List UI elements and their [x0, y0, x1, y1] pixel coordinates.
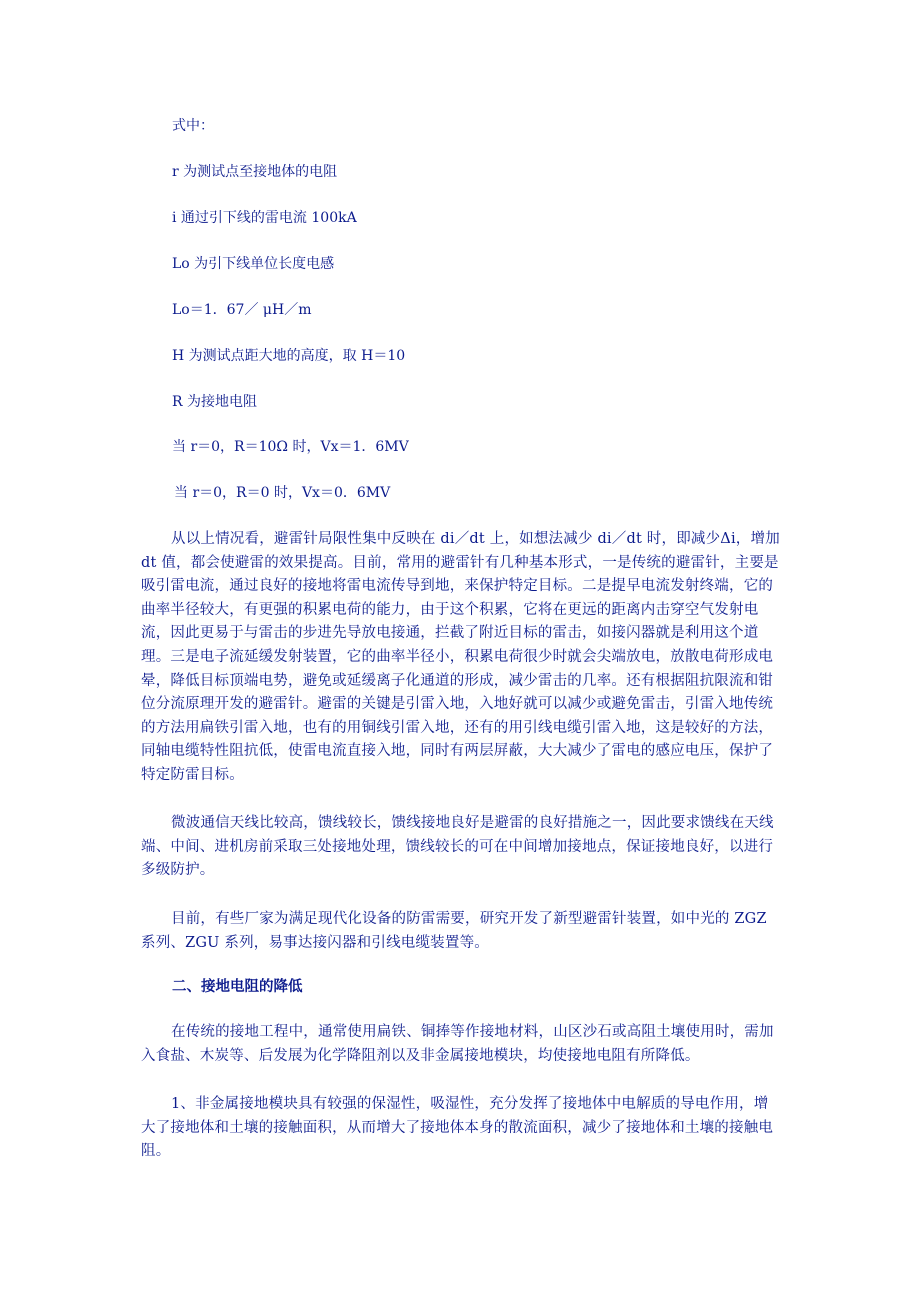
case-r0: 当 r＝0，R＝0 时，Vx＝0．6MV	[174, 485, 391, 501]
definition-lo: Lo 为引下线单位长度电感	[172, 256, 335, 272]
paragraph-nonmetal-module: 1、非金属接地模块具有较强的保湿性，吸湿性，充分发挥了接地体中电解质的导电作用，增大了接地体和土壤的接触面积，从而增大了接地体本身的散流面积，减少了接地体和土壤的接触电阻。	[141, 1096, 774, 1160]
paragraph-grounding-materials: 在传统的接地工程中，通常使用扁铁、铜捧等作接地材料，山区沙石或高阻土壤使用时，需加入食盐、木炭等、后发展为化学降阻剂以及非金属接地模块，均使接地电阻有所降低。	[141, 1024, 774, 1064]
formula-intro: 式中：	[172, 118, 214, 134]
definition-ground-r: R 为接地电阻	[172, 394, 257, 410]
paragraph-new-devices: 目前，有些厂家为满足现代化设备的防雷需要，研究开发了新型避雷针装置，如中光的 ZGZ 系列、ZGU 系列，易事达接闪器和引线电缆装置等。	[141, 911, 767, 951]
case-r10: 当 r＝0，R＝10Ω 时，Vx＝1．6MV	[172, 439, 409, 455]
definition-h: H 为测试点距大地的高度，取 H＝10	[172, 348, 406, 364]
paragraph-lightning-rod: 从以上情况看，避雷针局限性集中反映在 di／dt 上，如想法减少 di／dt 时，即减少Δi，增加 dt 值，都会使避雷的效果提高。目前，常用的避雷针有几种基本形式，一是传统的避雷针，主要是吸引雷电流，通过良好的接地将雷电流传导到地，来保护特定目标。二是提早电流发射终端，它的曲率半径较大，有更强的积累电荷的能力，由于这个积累，它将在更远的距离内击穿空气发射电流，因此更易于与雷击的步进先导放电接通，拦截了附近目标的雷击，如接闪器就是利用这个道理。三是电子流延缓发射装置，它的曲率半径小，积累电荷很少时就会尖端放电，放散电荷形成电晕，降低目标顶端电势，避免或延缓离子化通道的形成，减少雷击的几率。还有根据阻抗限流和钳位分流原理开发的避雷针。避雷的关键是引雷入地，入地好就可以减少或避免雷击，引雷入地传统的方法用扁铁引雷入地，也有的用铜线引雷入地，还有的用引线电缆引雷入地，这是较好的方法，同轴电缆特性阻抗低，使雷电流直接入地，同时有两层屏蔽，大大减少了雷电的感应电压，保护了特定防雷目标。	[141, 531, 780, 783]
lo-value: Lo＝1．67／ μH／m	[172, 302, 312, 318]
paragraph-microwave-feeder: 微波通信天线比较高，馈线较长，馈线接地良好是避雷的良好措施之一，因此要求馈线在天线端、中间、进机房前采取三处接地处理，馈线较长的可在中间增加接地点，保证接地良好，以进行多级防护。	[141, 815, 774, 879]
definition-i: i 通过引下线的雷电流 100kA	[172, 210, 357, 226]
definition-r: r 为测试点至接地体的电阻	[172, 164, 338, 180]
section-heading: 二、接地电阻的降低	[172, 979, 303, 995]
